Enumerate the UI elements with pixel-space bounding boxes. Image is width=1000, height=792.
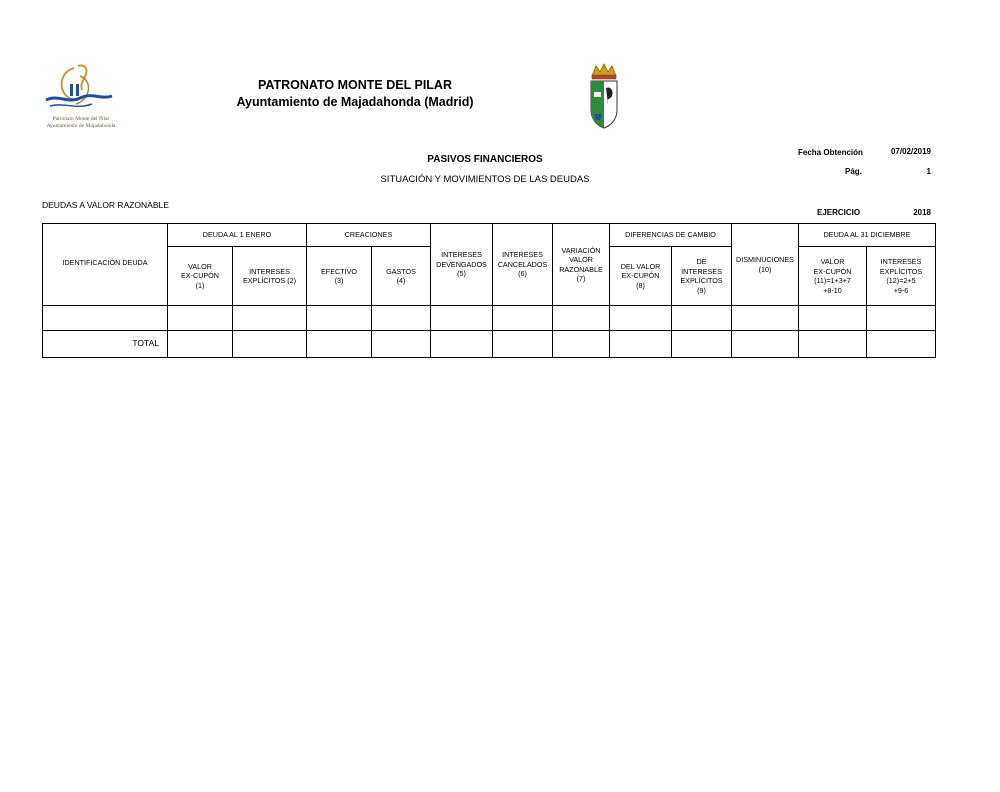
- group-deuda-31-diciembre: DEUDA AL 31 DICIEMBRE: [799, 224, 936, 247]
- organization-title: PATRONATO MONTE DEL PILAR: [258, 78, 452, 92]
- col-gastos: GASTOS (4): [372, 247, 431, 306]
- col-intereses-devengados: INTERESES DEVENGADOS (5): [431, 224, 493, 306]
- logo-caption-line2: Ayuntamiento de Majadahonda: [46, 123, 116, 129]
- col-variacion-valor-razonable: VARIACIÓN VALOR RAZONABLE (7): [553, 224, 610, 306]
- page-label: Pág.: [845, 167, 862, 176]
- group-creaciones: CREACIONES: [307, 224, 431, 247]
- patronato-logo-graphic: [40, 60, 122, 118]
- total-label: TOTAL: [43, 331, 168, 358]
- document-title: PASIVOS FINANCIEROS: [427, 154, 543, 165]
- municipality-title: Ayuntamiento de Majadahonda (Madrid): [236, 95, 474, 109]
- document-subtitle: SITUACIÓN Y MOVIMIENTOS DE LAS DEUDAS: [380, 174, 590, 185]
- total-row: [43, 331, 936, 358]
- table-row: [43, 306, 936, 331]
- coat-of-arms-icon: [586, 62, 622, 132]
- table-group-header-row: [43, 224, 936, 247]
- col-intereses-cancelados: INTERESES CANCELADOS (6): [493, 224, 553, 306]
- col-efectivo: EFECTIVO (3): [307, 247, 372, 306]
- group-deuda-1-enero: DEUDA AL 1 ENERO: [168, 224, 307, 247]
- fecha-obtencion-label: Fecha Obtención: [798, 148, 863, 157]
- patronato-logo: [40, 60, 122, 132]
- logo-caption-line1: Patronato Monte del Pilar: [52, 116, 110, 122]
- col-del-valor-ex-cupon: DEL VALOR EX-CUPÓN (8): [610, 247, 672, 306]
- group-diferencias-cambio: DIFERENCIAS DE CAMBIO: [610, 224, 732, 247]
- col-valor-ex-cupon-final: VALOR EX-CUPÓN (11)=1+3+7 +8-10: [799, 247, 867, 306]
- id-column-header: IDENTIFICACIÓN DEUDA: [43, 224, 168, 306]
- ejercicio-value: 2018: [913, 208, 931, 217]
- fecha-obtencion-value: 07/02/2019: [890, 147, 931, 156]
- debts-table: [42, 223, 936, 358]
- col-valor-ex-cupon-inicial: VALOR EX-CUPÓN (1): [168, 247, 233, 306]
- col-intereses-explicitos-inicial: INTERESES EXPLÍCITOS (2): [233, 247, 307, 306]
- col-disminuciones: DISMINUCIONES (10): [732, 224, 799, 306]
- col-de-intereses-explicitos: DE INTERESES EXPLÍCITOS (9): [672, 247, 732, 306]
- col-intereses-explicitos-final: INTERESES EXPLÍCITOS (12)=2+5 +9-6: [867, 247, 936, 306]
- ejercicio-label: EJERCICIO: [817, 208, 861, 217]
- page-number: 1: [926, 167, 931, 176]
- section-heading: DEUDAS A VALOR RAZONABLE: [42, 200, 169, 210]
